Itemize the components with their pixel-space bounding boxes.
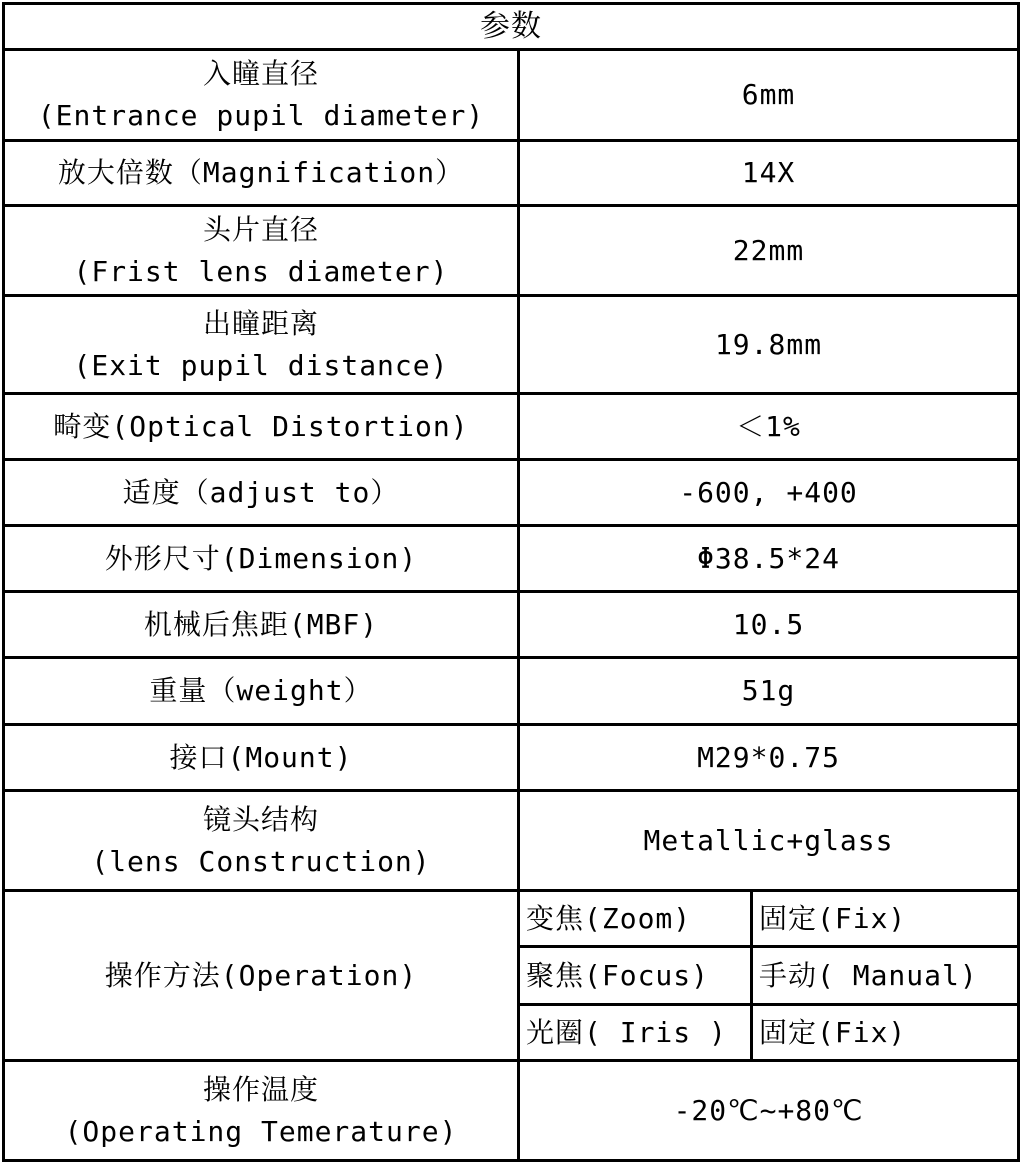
spec-row-adjust <box>4 460 1019 526</box>
spec-label-cn: 镜头结构 <box>202 802 319 836</box>
spec-label <box>4 296 519 394</box>
spec-label-en: (lens Construction) <box>91 844 431 878</box>
spec-value: Φ38.5*24 <box>519 526 1019 592</box>
spec-row-weight <box>4 658 1019 725</box>
spec-value: -20℃~+80℃ <box>519 1061 1019 1161</box>
spec-label: 机械后焦距(MBF) <box>4 592 519 658</box>
spec-value: 6mm <box>519 50 1019 141</box>
spec-label <box>4 1061 519 1161</box>
spec-label-cn: 操作温度 <box>202 1072 319 1106</box>
operation-label: 操作方法(Operation) <box>4 891 519 1061</box>
spec-label: 接口(Mount) <box>4 725 519 791</box>
spec-row-first-lens <box>4 206 1019 296</box>
spec-row-mbf <box>4 592 1019 658</box>
spec-label: 外形尺寸(Dimension) <box>4 526 519 592</box>
spec-label: 畸变(Optical Distortion) <box>4 394 519 460</box>
table-title: 参数 <box>4 4 1019 50</box>
spec-label-cn: 出瞳距离 <box>202 306 319 340</box>
spec-row-magnification <box>4 141 1019 206</box>
spec-label-en: (Operating Temerature) <box>64 1114 458 1148</box>
spec-value: 10.5 <box>519 592 1019 658</box>
spec-label: 适度（adjust to） <box>4 460 519 526</box>
spec-label-en: (Entrance pupil diameter) <box>37 99 485 132</box>
operation-item-name: 聚焦(Focus) <box>519 947 752 1005</box>
spec-value: 14X <box>519 141 1019 206</box>
operation-item-value: 手动( Manual) <box>752 947 1019 1005</box>
spec-value: Metallic+glass <box>519 791 1019 891</box>
spec-value: 51g <box>519 658 1019 725</box>
spec-row-exit-pupil <box>4 296 1019 394</box>
spec-label: 重量（weight） <box>4 658 519 725</box>
operation-item-value: 固定(Fix) <box>752 891 1019 947</box>
spec-label <box>4 791 519 891</box>
spec-label: 放大倍数（Magnification） <box>4 141 519 206</box>
spec-table <box>2 2 1020 1162</box>
spec-value: -600, +400 <box>519 460 1019 526</box>
spec-label <box>4 206 519 296</box>
operation-row <box>4 891 1019 947</box>
spec-value: 19.8mm <box>519 296 1019 394</box>
spec-label-en: (Frist lens diameter) <box>73 254 449 288</box>
spec-row-construction <box>4 791 1019 891</box>
table-title-row <box>4 4 1019 50</box>
spec-row-temperature <box>4 1061 1019 1161</box>
spec-value: ＜1% <box>519 394 1019 460</box>
spec-label-cn: 头片直径 <box>202 212 319 246</box>
operation-item-name: 光圈( Iris ) <box>519 1005 752 1061</box>
spec-row-distortion <box>4 394 1019 460</box>
spec-value: M29*0.75 <box>519 725 1019 791</box>
spec-row-dimension <box>4 526 1019 592</box>
spec-label-en: (Exit pupil distance) <box>73 348 449 382</box>
spec-row-entrance-pupil <box>4 50 1019 141</box>
spec-label-cn: 入瞳直径 <box>202 57 319 90</box>
operation-item-value: 固定(Fix) <box>752 1005 1019 1061</box>
operation-item-name: 变焦(Zoom) <box>519 891 752 947</box>
spec-row-mount <box>4 725 1019 791</box>
spec-label <box>4 50 519 141</box>
spec-value: 22mm <box>519 206 1019 296</box>
